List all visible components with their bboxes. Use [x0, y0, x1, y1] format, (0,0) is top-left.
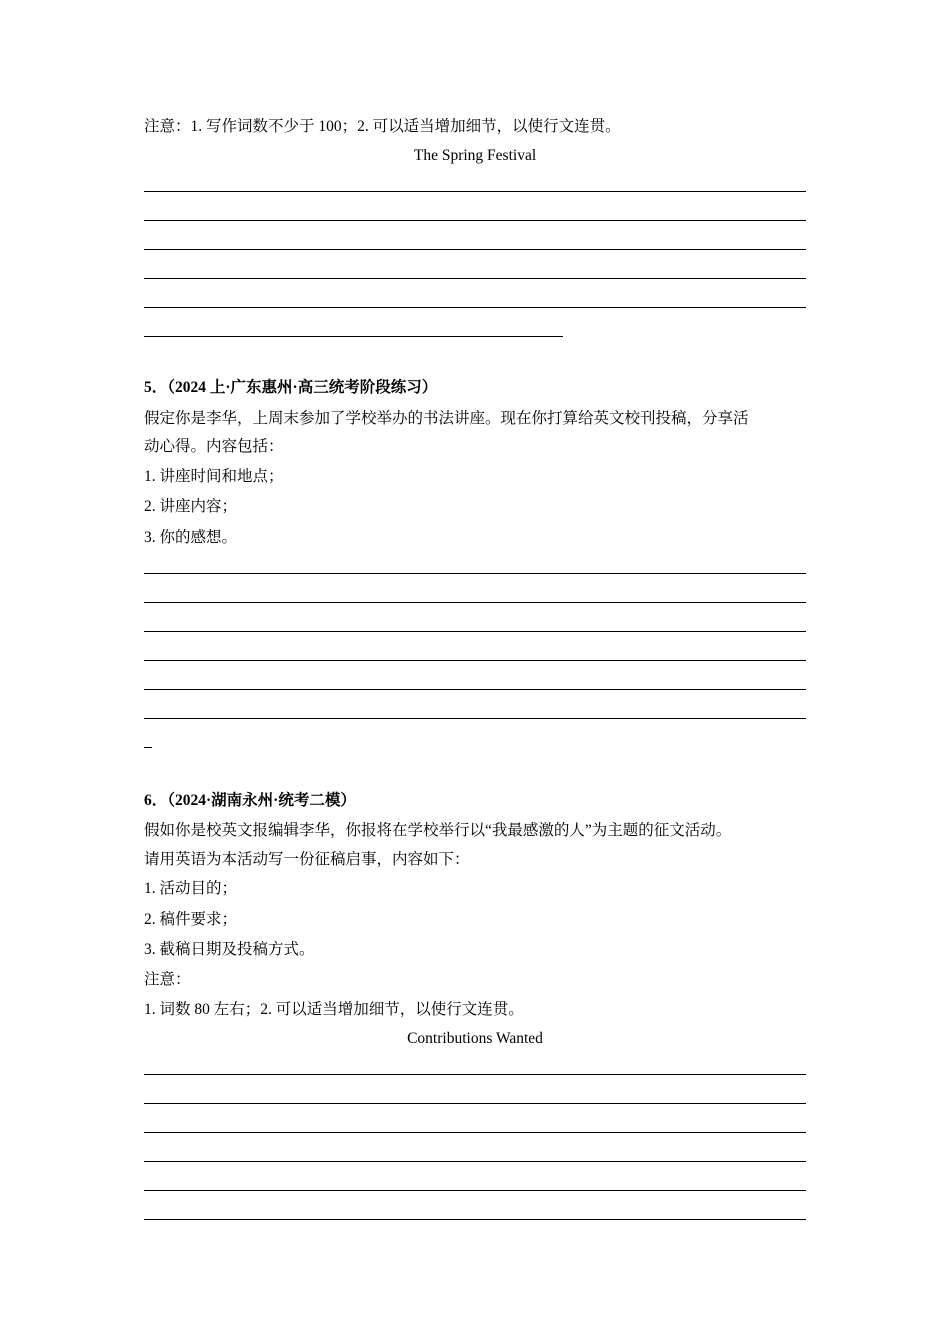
- answer-line: [144, 1132, 806, 1133]
- answer-line: [144, 718, 806, 719]
- q4-essay-title: The Spring Festival: [413, 147, 537, 164]
- q5-prompt-line-2: 动心得。内容包括：: [144, 438, 284, 455]
- answer-line: [144, 336, 563, 337]
- q4-note: 注意：1. 写作词数不少于 100；2. 可以适当增加细节，以使行文连贯。: [144, 118, 621, 135]
- q5-prompt-line-1: 假定你是李华，上周末参加了学校举办的书法讲座。现在你打算给英文校刊投稿，分享活: [144, 410, 749, 427]
- answer-line: [144, 1103, 806, 1104]
- q6-item-3: 3. 截稿日期及投稿方式。: [144, 941, 315, 958]
- answer-line: [144, 1219, 806, 1220]
- answer-line: [144, 660, 806, 661]
- answer-line: [144, 573, 806, 574]
- q5-heading: 5．（2024 上·广东惠州·高三统考阶段练习）: [144, 379, 438, 396]
- answer-line: [144, 220, 806, 221]
- answer-line: [144, 1190, 806, 1191]
- answer-line: [144, 602, 806, 603]
- answer-line: [144, 249, 806, 250]
- answer-line: [144, 631, 806, 632]
- q5-item-3: 3. 你的感想。: [144, 529, 238, 546]
- q6-prompt-line-1: 假如你是校英文报编辑李华，你报将在学校举行以“我最感激的人”为主题的征文活动。: [144, 822, 732, 839]
- answer-line: [144, 191, 806, 192]
- answer-line: [144, 689, 806, 690]
- q6-note-label: 注意：: [144, 971, 191, 988]
- q5-item-2: 2. 讲座内容；: [144, 498, 238, 515]
- q6-heading: 6．（2024·湖南永州·统考二模）: [144, 792, 356, 809]
- q6-prompt-line-2: 请用英语为本活动写一份征稿启事，内容如下：: [144, 851, 470, 868]
- answer-line: [144, 1161, 806, 1162]
- answer-line: [144, 307, 806, 308]
- q5-item-1: 1. 讲座时间和地点；: [144, 468, 284, 485]
- q6-item-1: 1. 活动目的；: [144, 880, 238, 897]
- q6-note: 1. 词数 80 左右；2. 可以适当增加细节，以使行文连贯。: [144, 1001, 524, 1018]
- answer-line: [144, 747, 152, 748]
- answer-line: [144, 278, 806, 279]
- q6-item-2: 2. 稿件要求；: [144, 911, 238, 928]
- q6-essay-title: Contributions Wanted: [407, 1030, 543, 1047]
- answer-line: [144, 1074, 806, 1075]
